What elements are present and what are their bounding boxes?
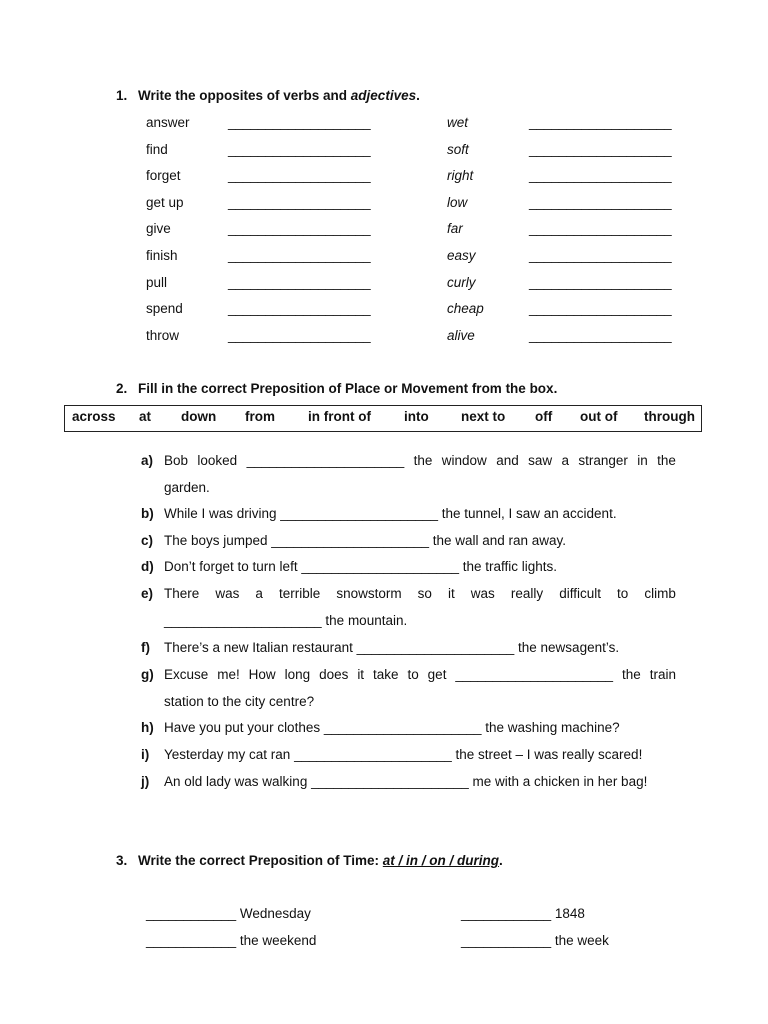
item-word: climb bbox=[644, 586, 676, 601]
item-label: d) bbox=[141, 559, 154, 574]
item-word: looked bbox=[197, 453, 238, 468]
item-word: the bbox=[657, 453, 676, 468]
item-word: so bbox=[417, 586, 432, 601]
adjective-word: curly bbox=[447, 274, 476, 290]
answer-blank[interactable]: _____________________ bbox=[455, 667, 614, 682]
item-text: An old lady was walking _____________________ me with a chicken in her bag! bbox=[164, 774, 648, 789]
item-word: take bbox=[373, 667, 399, 682]
item-text bbox=[164, 453, 676, 468]
answer-blank[interactable]: ___________________ bbox=[228, 248, 371, 263]
box-word: at bbox=[139, 409, 152, 424]
verb-word: get up bbox=[146, 194, 184, 210]
item-label: i) bbox=[141, 747, 150, 762]
item-text: There’s a new Italian restaurant _____________________ the newsagent’s. bbox=[164, 640, 620, 655]
opposite-row bbox=[0, 301, 768, 319]
answer-blank[interactable]: ___________________ bbox=[228, 327, 371, 343]
item-text: The boys jumped _____________________ the wall and ran away. bbox=[164, 533, 567, 548]
verb-word: answer bbox=[146, 115, 190, 130]
word-box bbox=[64, 405, 702, 432]
answer-blank[interactable]: ___________________ bbox=[529, 194, 672, 210]
answer-blank[interactable]: ___________________ bbox=[228, 274, 371, 290]
verb-word: forget bbox=[146, 168, 181, 184]
item-label: g) bbox=[141, 667, 154, 682]
item-label: j) bbox=[141, 774, 150, 789]
item-word: does bbox=[319, 667, 349, 682]
item-word: to bbox=[407, 667, 419, 682]
item-word: in bbox=[637, 453, 648, 468]
section-1-heading bbox=[116, 88, 420, 103]
section-title: Write the correct Preposition of Time: bbox=[138, 853, 383, 868]
opposite-row bbox=[0, 115, 768, 133]
item-word: really bbox=[510, 586, 544, 601]
time-item: ____________ Wednesday bbox=[146, 906, 311, 921]
box-word: across bbox=[72, 409, 116, 424]
item-word: Excuse bbox=[164, 667, 209, 682]
section-2-heading bbox=[116, 381, 557, 396]
adjective-word: cheap bbox=[447, 301, 484, 317]
item-word: difficult bbox=[559, 586, 601, 601]
answer-blank[interactable]: ___________________ bbox=[529, 274, 672, 290]
section-number: 1. bbox=[116, 88, 128, 103]
item-label: f) bbox=[141, 640, 150, 655]
answer-blank[interactable]: _____________________ bbox=[246, 453, 405, 468]
item-word: me! bbox=[217, 667, 240, 682]
item-word: was bbox=[470, 586, 495, 601]
item-word: snowstorm bbox=[336, 586, 402, 601]
adjective-word: far bbox=[447, 221, 463, 237]
box-word: down bbox=[181, 409, 217, 424]
time-options: at / in / on / during bbox=[382, 853, 500, 868]
item-text-continued: station to the city centre? bbox=[164, 694, 315, 709]
item-label: c) bbox=[141, 533, 154, 548]
item-text bbox=[164, 667, 676, 682]
time-item: ____________ 1848 bbox=[461, 906, 585, 921]
item-word: Bob bbox=[164, 453, 189, 468]
time-item: ____________ the week bbox=[461, 933, 609, 948]
opposite-row bbox=[0, 275, 768, 293]
verb-word: finish bbox=[146, 248, 178, 263]
answer-blank[interactable]: ___________________ bbox=[529, 115, 672, 130]
verb-word: give bbox=[146, 221, 171, 237]
item-label: a) bbox=[141, 453, 154, 468]
item-word: and bbox=[496, 453, 519, 468]
box-word: next to bbox=[461, 409, 506, 424]
answer-blank[interactable]: ___________________ bbox=[228, 194, 371, 210]
answer-blank[interactable]: ___________________ bbox=[529, 221, 672, 237]
item-text bbox=[164, 586, 676, 601]
item-text-continued: garden. bbox=[164, 480, 210, 495]
item-word: it bbox=[357, 667, 365, 682]
item-word: to bbox=[617, 586, 629, 601]
answer-blank[interactable]: ___________________ bbox=[529, 327, 672, 343]
section-title-italic: adjectives bbox=[350, 88, 417, 103]
opposite-row bbox=[0, 142, 768, 160]
item-word: long bbox=[284, 667, 311, 682]
item-text: Have you put your clothes _____________________ the washing machine? bbox=[164, 720, 620, 735]
opposite-row bbox=[0, 168, 768, 186]
item-word: saw bbox=[528, 453, 553, 468]
item-text-continued: _____________________ the mountain. bbox=[164, 613, 408, 628]
item-word: a bbox=[561, 453, 569, 468]
item-word: get bbox=[427, 667, 447, 682]
section-title-end: . bbox=[416, 88, 420, 103]
box-word: from bbox=[245, 409, 275, 424]
answer-blank[interactable]: ___________________ bbox=[529, 141, 672, 157]
item-word: train bbox=[649, 667, 676, 682]
item-text: Don’t forget to turn left _____________________ the traffic lights. bbox=[164, 559, 558, 574]
section-number: 3. bbox=[116, 853, 128, 868]
section-title: Fill in the correct Preposition of Place or Movement from the box. bbox=[138, 381, 558, 396]
opposite-row bbox=[0, 248, 768, 266]
answer-blank[interactable]: ___________________ bbox=[529, 168, 672, 184]
answer-blank[interactable]: ___________________ bbox=[529, 301, 672, 317]
item-label: h) bbox=[141, 720, 154, 735]
adjective-word: soft bbox=[447, 141, 469, 157]
adjective-word: right bbox=[447, 168, 474, 184]
adjective-word: easy bbox=[447, 248, 476, 263]
verb-word: find bbox=[146, 141, 168, 157]
item-word: a bbox=[255, 586, 263, 601]
section-title: Write the opposites of verbs and bbox=[138, 88, 351, 103]
item-text: Yesterday my cat ran _____________________ the street – I was really scared! bbox=[164, 747, 643, 762]
section-3-heading bbox=[116, 853, 503, 868]
box-word: off bbox=[535, 409, 553, 424]
item-word: the bbox=[622, 667, 641, 682]
item-word: was bbox=[215, 586, 240, 601]
verb-word: pull bbox=[146, 274, 168, 290]
item-word: terrible bbox=[279, 586, 321, 601]
item-word: window bbox=[441, 453, 487, 468]
box-word: out of bbox=[580, 409, 618, 424]
item-word: stranger bbox=[578, 453, 628, 468]
adjective-word: low bbox=[447, 194, 468, 210]
section-title-end: . bbox=[499, 853, 503, 868]
item-word: There bbox=[164, 586, 200, 601]
answer-blank[interactable]: ___________________ bbox=[228, 141, 371, 157]
opposite-row bbox=[0, 221, 768, 239]
answer-blank[interactable]: ___________________ bbox=[228, 301, 371, 317]
item-word: it bbox=[447, 586, 455, 601]
time-item: ____________ the weekend bbox=[146, 933, 317, 948]
opposite-row bbox=[0, 195, 768, 213]
answer-blank[interactable]: ___________________ bbox=[228, 168, 371, 184]
adjective-word: wet bbox=[447, 115, 469, 130]
answer-blank[interactable]: ___________________ bbox=[228, 221, 371, 237]
box-word: through bbox=[644, 409, 695, 424]
item-word: How bbox=[248, 667, 276, 682]
adjective-word: alive bbox=[447, 327, 475, 343]
item-label: e) bbox=[141, 586, 154, 601]
answer-blank[interactable]: ___________________ bbox=[529, 248, 672, 263]
box-word: in front of bbox=[308, 409, 371, 424]
verb-word: spend bbox=[146, 301, 183, 317]
item-text: While I was driving _____________________ the tunnel, I saw an accident. bbox=[164, 506, 617, 521]
section-number: 2. bbox=[116, 381, 128, 396]
item-label: b) bbox=[141, 506, 154, 521]
box-word: into bbox=[404, 409, 429, 424]
opposite-row bbox=[0, 328, 768, 346]
answer-blank[interactable]: ___________________ bbox=[228, 115, 371, 130]
item-word: the bbox=[413, 453, 433, 468]
verb-word: throw bbox=[146, 327, 180, 343]
